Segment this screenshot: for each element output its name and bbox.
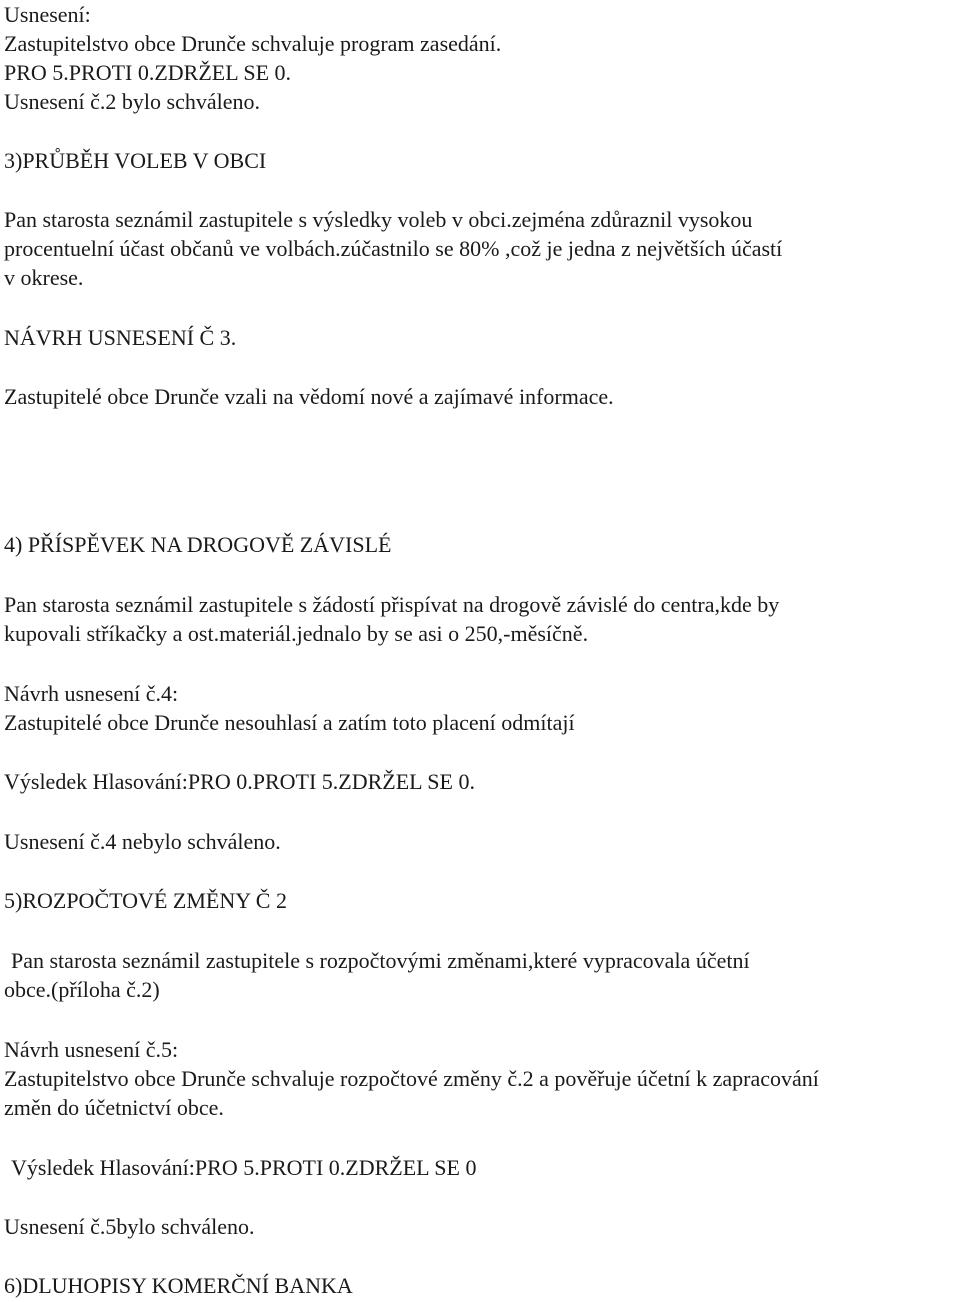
resolution-4-text: Zastupitelé obce Drunče nesouhlasí a zatím toto placení odmítají xyxy=(4,710,575,735)
section-5-paragraph-line-2: obce.(příloha č.2) xyxy=(4,977,160,1002)
section-4-heading: 4) PŘÍSPĚVEK NA DROGOVĚ ZÁVISLÉ xyxy=(4,532,392,557)
resolution-3-text: Zastupitelé obce Drunče vzali na vědomí nové a zajímavé informace. xyxy=(4,384,614,409)
section-6-heading: 6)DLUHOPISY KOMERČNÍ BANKA xyxy=(4,1273,353,1298)
vote-result-5: Výsledek Hlasování:PRO 5.PROTI 0.ZDRŽEL SE 0 xyxy=(11,1155,477,1180)
resolution-5-text-line-1: Zastupitelstvo obce Drunče schvaluje rozpočtové změny č.2 a pověřuje účetní k zapracování xyxy=(4,1066,819,1091)
section-3-heading: 3)PRŮBĚH VOLEB V OBCI xyxy=(4,148,267,173)
section-3-paragraph-line-3: v okrese. xyxy=(4,265,84,290)
resolution-2-outcome: Usnesení č.2 bylo schváleno. xyxy=(4,89,260,114)
resolution-4-heading: Návrh usnesení č.4: xyxy=(4,681,179,706)
resolution-label: Usnesení: xyxy=(4,2,91,27)
resolution-5-heading: Návrh usnesení č.5: xyxy=(4,1037,179,1062)
section-4-paragraph-line-2: kupovali stříkačky a ost.materiál.jednalo by se asi o 250,-měsíčně. xyxy=(4,621,589,646)
resolution-5-text-line-2: změn do účetnictví obce. xyxy=(4,1095,224,1120)
section-3-paragraph-line-1: Pan starosta seznámil zastupitele s výsledky voleb v obci.zejména zdůraznil vysokou xyxy=(4,207,753,232)
section-5-heading: 5)ROZPOČTOVÉ ZMĚNY Č 2 xyxy=(4,888,287,913)
resolution-1-text: Zastupitelstvo obce Drunče schvaluje program zasedání. xyxy=(4,31,502,56)
section-5-paragraph-line-1: Pan starosta seznámil zastupitele s rozpočtovými změnami,které vypracovala účetní xyxy=(11,948,750,973)
section-3-paragraph-line-2: procentuelní účast občanů ve volbách.zúčastnilo se 80% ,což je jedna z největších účastí xyxy=(4,236,783,261)
resolution-4-outcome: Usnesení č.4 nebylo schváleno. xyxy=(4,829,281,854)
vote-result-4: Výsledek Hlasování:PRO 0.PROTI 5.ZDRŽEL SE 0. xyxy=(4,769,475,794)
resolution-5-outcome: Usnesení č.5bylo schváleno. xyxy=(4,1214,255,1239)
section-4-paragraph-line-1: Pan starosta seznámil zastupitele s žádostí přispívat na drogově závislé do centra,kde by xyxy=(4,592,780,617)
vote-result-1: PRO 5.PROTI 0.ZDRŽEL SE 0. xyxy=(4,60,292,85)
resolution-3-heading: NÁVRH USNESENÍ Č 3. xyxy=(4,325,237,350)
